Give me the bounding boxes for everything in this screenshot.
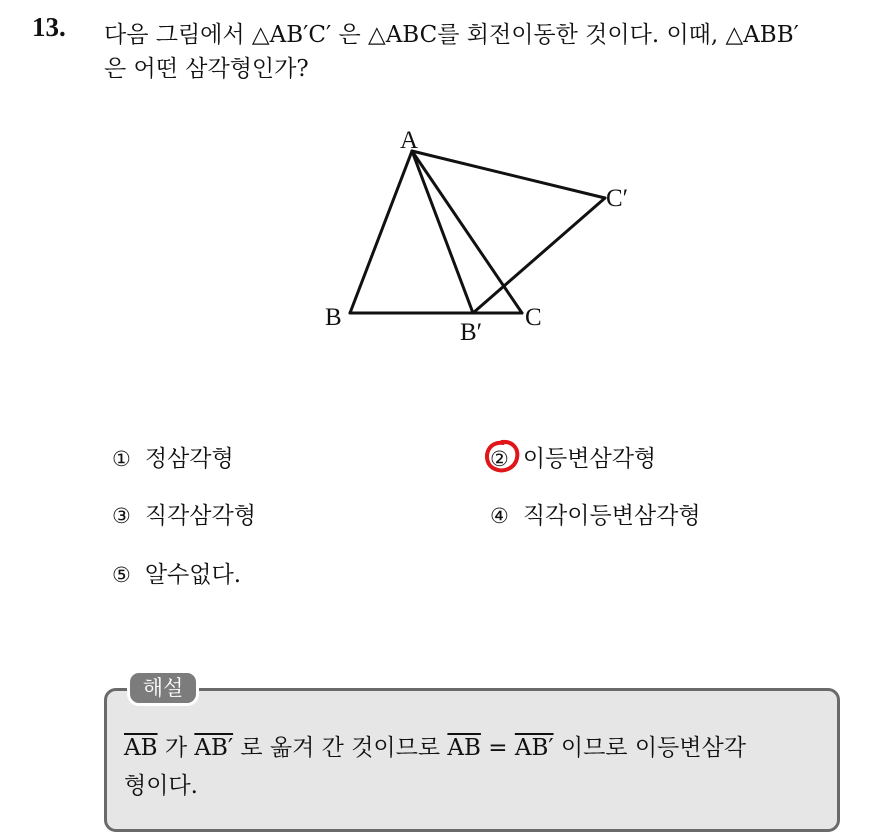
choice-text: 직각이등변삼각형 — [522, 503, 701, 529]
choice-text: 알수없다. — [144, 562, 242, 588]
solution-text: 이므로 이등변삼각 — [553, 735, 746, 761]
solution-text-line-2: 형이다. — [124, 773, 198, 799]
solution-tag: 해설 — [127, 670, 199, 706]
segment-a-b — [350, 151, 412, 313]
segment-a-b-prime — [412, 151, 473, 313]
solution-text: = — [480, 735, 515, 761]
choice-number: ④ — [490, 504, 509, 528]
choice-number: ② — [490, 447, 509, 471]
choice-5[interactable] — [112, 556, 241, 589]
triangle-figure — [300, 118, 660, 358]
segment-a-c-prime — [412, 151, 605, 198]
question-text-line-2: 은 어떤 삼각형인가? — [104, 56, 309, 82]
choice-2[interactable] — [490, 440, 656, 473]
label-a: A — [400, 127, 419, 154]
choice-text: 직각삼각형 — [144, 503, 256, 529]
label-b: B — [325, 304, 342, 331]
segment-ab-prime: AB′ — [194, 735, 234, 761]
label-c: C — [525, 304, 542, 331]
segment-ab: $\overline{AB}$ — [447, 735, 481, 761]
choice-text: 이등변삼각형 — [522, 446, 657, 472]
solution-text: 가 — [157, 735, 195, 761]
question-text-line-1: 다음 그림에서 △AB′C′ 은 △ABC를 회전이동한 것이다. 이때, △ABB′ — [104, 22, 799, 48]
question-number: 13. — [32, 12, 66, 42]
label-b-prime: B′ — [460, 319, 483, 346]
solution-text: 로 옮겨 간 것이므로 — [233, 735, 448, 761]
segment-b-prime-c-prime — [473, 198, 605, 313]
choice-number: ③ — [112, 504, 131, 528]
choice-3[interactable] — [112, 497, 256, 530]
segment-ab-prime: AB′ — [514, 735, 554, 761]
choice-4[interactable] — [490, 497, 701, 530]
choice-number-circled — [490, 446, 523, 472]
answer-mark-icon — [482, 438, 522, 476]
choice-text: 정삼각형 — [144, 446, 234, 472]
choice-1[interactable] — [112, 440, 234, 473]
choice-number: ⑤ — [112, 563, 131, 587]
segment-ab: $\overline{AB}$ — [124, 735, 158, 761]
choice-number: ① — [112, 447, 131, 471]
solution-text-line-1 — [124, 729, 746, 762]
label-c-prime: C′ — [606, 185, 629, 212]
